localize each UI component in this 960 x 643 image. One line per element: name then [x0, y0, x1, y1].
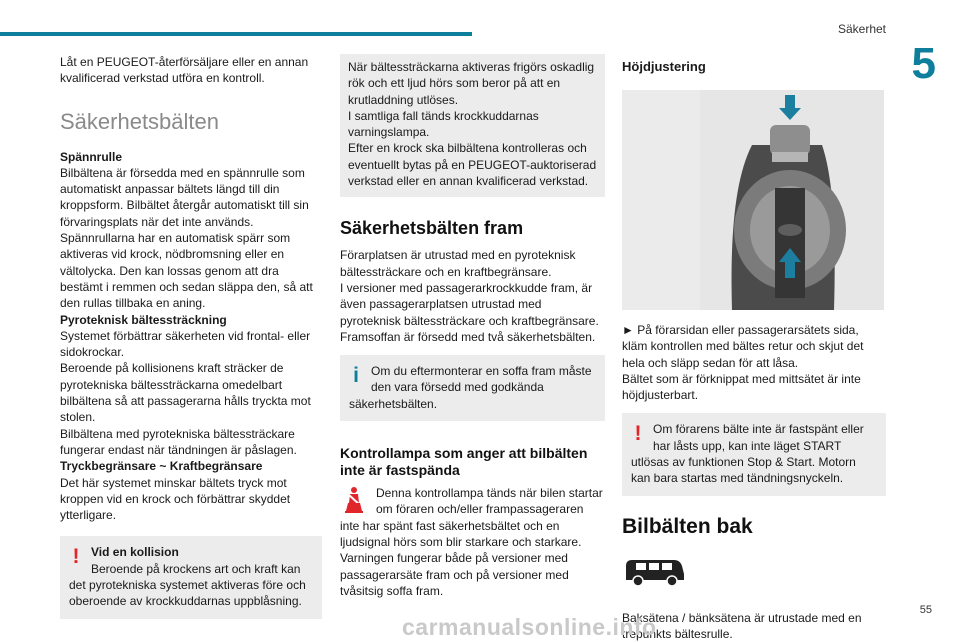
intro-text: Låt en PEUGEOT-återförsäljare eller en annan kvalificerad verkstad utföra en kontroll.	[60, 55, 309, 86]
subheading-pretensioner: Pyroteknisk bältessträckning	[60, 312, 227, 327]
paragraph: ► På förarsidan eller passagerarsätets sida, kläm kontrollen med bältes retur och skjut det hela och släpp sedan för att låsa.	[622, 323, 864, 370]
paragraph: Denna kontrollampa tänds när bilen startar om föraren och/eller frampassageraren inte har spänt fast säkerhetsbältet och en ljudsignal hörs som blir starkare och starkare.	[340, 486, 603, 549]
warning-box-collision	[60, 536, 322, 618]
paragraph: Bilbältena med pyrotekniska bältessträckare fungerar endast när tändningen är påslagen.	[60, 426, 297, 457]
section-title: Säkerhet	[837, 22, 886, 36]
warning-exclamation-icon: !	[634, 422, 642, 446]
paragraph: Varningen fungerar både på versioner med passagerarsäte fram och på versioner med tvåsitsig soffa fram.	[340, 551, 569, 598]
header-accent-bar	[0, 32, 472, 36]
column-2	[340, 54, 605, 599]
paragraph: När bältessträckarna aktiveras frigörs oskadlig rök och ett ljud hörs som beror på att en krutladdning utlöses.	[348, 60, 595, 107]
van-icon	[622, 554, 686, 588]
paragraph: Spännrullarna har en automatisk spärr som aktiveras vid krock, nödbromsning eller en vältolycka. Den kan lossas genom att dra bestämt i remmen och sedan släppa den, så att den rullas tillbaka en aning.	[60, 231, 313, 311]
watermark: carmanualsonline.info	[402, 614, 657, 640]
paragraph: I versioner med passagerarkrockkudde fram, är även passagerarplatsen utrustad med pyroteknisk bältessträckare och kraftbegränsare.	[340, 280, 599, 328]
column-1	[60, 54, 322, 619]
belt-adjuster-icon	[622, 90, 884, 310]
paragraph: Förarplatsen är utrustad med en pyroteknisk bältessträckare och en kraftbegränsare.	[340, 248, 576, 279]
section-heading-seatbelts: Säkerhetsbälten	[60, 108, 219, 134]
info-text: Om du eftermonterar en soffa fram måste den vara försedd med godkända säkerhetsbälten.	[349, 364, 592, 411]
subheading-warning-lamp: Kontrollampa som anger att bilbälten inte är fastspända	[340, 445, 588, 479]
subheading-retractor: Spännrulle	[60, 149, 123, 164]
warning-exclamation-icon: !	[72, 545, 80, 569]
subheading-height-adjust: Höjdjustering	[622, 59, 706, 74]
paragraph: Baksätena / bänksätena är utrustade med en trepunkts bältesrulle.	[622, 610, 862, 642]
column-3	[622, 54, 886, 643]
info-icon: i	[353, 364, 359, 388]
section-heading-front-belts: Säkerhetsbälten fram	[340, 218, 524, 239]
paragraph: Bilbältena är försedda med en spännrulle som automatiskt anpassar bältets längd till din kroppsform. Bilbältet återgår automatiskt till sin förvaringsplats när det inte används.	[60, 165, 309, 229]
note-box-pretensioner	[340, 54, 605, 197]
paragraph: Beroende på kollisionens kraft sträcker de pyrotekniska bältessträckarna omedelbart bilbältena så att passagerarna hålls tryckta mot stolen.	[60, 361, 311, 425]
subheading-force-limiter: Tryckbegränsare ~ Kraftbegränsare	[60, 459, 263, 474]
section-heading-rear-belts: Bilbälten bak	[622, 514, 753, 538]
warning-text: Beroende på krockens art och kraft kan det pyrotekniska systemet aktiveras före och oberoende av krockkuddarnas uppblåsning.	[69, 561, 306, 609]
height-adjust-illustration	[622, 90, 884, 310]
paragraph: Efter en krock ska bilbältena kontrolleras och eventuellt bytas på en PEUGEOT-auktoriserad verkstad eller en annan kvalificerad verkstad.	[348, 141, 597, 189]
paragraph: Det här systemet minskar bältets tryck mot kroppen vid en krock och förbättrar skyddet ytterligare.	[60, 475, 291, 523]
chapter-number: 5	[911, 39, 936, 88]
info-box-bench	[340, 355, 605, 421]
paragraph: Bältet som är förknippat med mittsätet är inte höjdjusterbart.	[622, 371, 861, 403]
paragraph: Framsoffan är försedd med två säkerhetsbälten.	[340, 329, 596, 344]
paragraph: I samtliga fall tänds krockkuddarnas varningslampa.	[348, 108, 539, 140]
seatbelt-warning-lamp-icon	[340, 485, 370, 515]
warning-title: Vid en kollision	[91, 545, 179, 560]
paragraph: Systemet förbättrar säkerheten vid frontal- eller sidokrockar.	[60, 328, 311, 360]
page-number: 55	[919, 604, 932, 616]
warning-text: Om förarens bälte inte är fastspänt eller har låsts upp, kan inte läget START utlösas av funktionen Stop & Start. Motorn kan bara startas med tändningsnyckeln.	[631, 422, 864, 486]
warning-box-stop-start	[622, 413, 886, 495]
